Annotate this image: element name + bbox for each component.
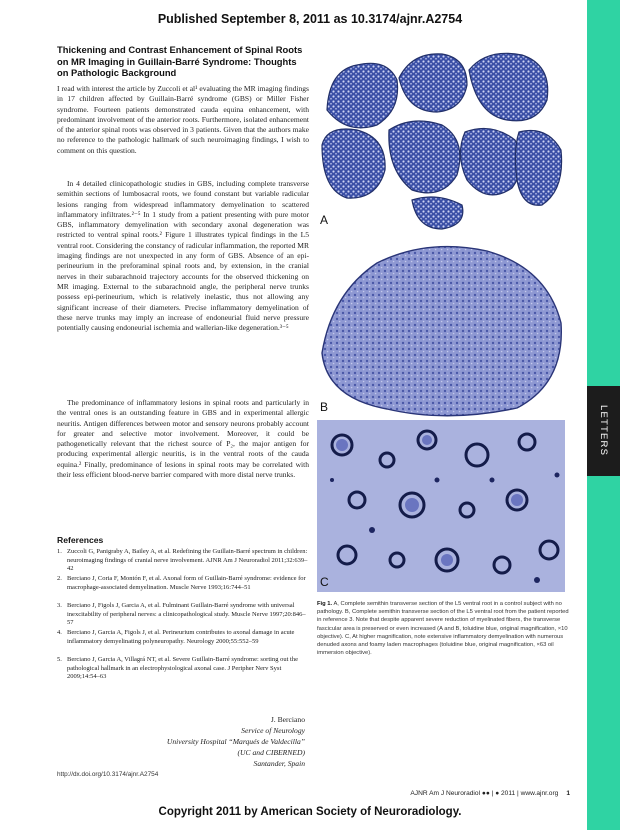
doi-link[interactable]: http://dx.doi.org/10.3174/ajnr.A2754 (57, 771, 159, 778)
published-banner: Published September 8, 2011 as 10.3174/ajnr.A2754 (157, 12, 463, 26)
panel-b-label: B (320, 400, 329, 414)
caption-text: A, Complete semithin transverse section of the L5 ventral root in a control subject with no pathology. B, Complete semithin transverse section of the L5 ventral root from the patient reported in reference 3. Note that despite apparent severe reduction of myelinated fibers, the transverse fascicular area is preserved or even increased (A and B, toluidine blue, original magnification, ×10 objective). C, At higher magnification, note extensive inflammatory demyelination with numerous denuded axons and foamy laden macrophages (toluidine blue, original magnification, ×63 oil immersion objective). (317, 601, 569, 657)
reference-text: Zuccoli G, Panigraby A, Bailey A, et al. Redefining the Guillain-Barré spectrum in children: neuroimaging findings of cranial nerve involvement. AJNR Am J Neuroradiol 2011;32:639–42 (67, 548, 308, 573)
journal-footer (330, 790, 570, 797)
caption-label: Fig 1. (317, 601, 333, 607)
figure-panel-a (317, 40, 565, 230)
letters-section-tab (587, 386, 620, 476)
reference-item: 1. Zuccoli G, Panigraby A, Bailey A, et al. Redefining the Guillain-Barré spectrum in children: neuroimaging findings of cranial nerve involvement. AJNR Am J Neuroradiol 2011;32:639–42 (57, 548, 308, 573)
copyright-banner: Copyright 2011 by American Society of Neuroradiology. (158, 806, 462, 818)
reference-text: Berciano J, Figols J, Garcia A, et al. Fulminant Guillain-Barré syndrome with universal inexcitability of peripheral nerves: a clinicopathological study. Muscle Nerve 1997;20:846–57 (67, 602, 306, 627)
page-number: 1 (566, 790, 570, 797)
article-title: Thickening and Contrast Enhancement of Spinal Roots on MR Imaging in Guillain-Barré Syndrome: Thoughts on Pathologic Background (57, 44, 303, 78)
author-service: Service of Neurology (241, 726, 305, 735)
body-paragraph-2: In 4 detailed clinicopathologic studies in GBS, including complete transverse semithin sections of lumbosacral roots, we found constant but variable radicular lesions ranging from widespread inflammatory demyelination to scattered inflammatory infiltrates.²⁻⁵ In 1 study from a patient presenting with pure motor GBS, inflammatory demyelination with secondary axonal degeneration was restricted to ventral spinal roots.² Figure 1 illustrates typical findings in the L5 ventral root. Considering the constancy of radicular inflammation, the reported MR imaging findings are not unexpected in any form of GBS. Absence of an epi-perineurium in the preforaminal spinal roots and, by extension, in the cranial nerves in their subarachnoid trajectory accounts for the observed thickening on MR imaging. External to the subarachnoid angle, the peripheral nerve trunks possess epi-perineurium, which is relatively inelastic, thus not allowing any significant increase of their diameters. Precise inflammatory demyelination of these nerve trunks may imply an increase of endoneurial fluid nerve pressure potentially causing endoneurial ischemia and wallerian-like degeneration.³⁻⁵ (57, 179, 309, 333)
author-hospital: University Hospital “Marqués de Valdecilla” (166, 737, 305, 746)
reference-item: 5. Berciano J, Garcia A, Villagrá NT, et al. Severe Guillain-Barré syndrome: sorting out the pathological hallmark in an electrophysiological axonal case. J Peripher Nerv Syst 2009;14:54–63 (57, 656, 298, 681)
body-paragraph-3: The predominance of inflammatory lesions in spinal roots and particularly in the ventral ones is an outstanding feature in GBS and in experimental allergic neuritis. Antigen differences between motor and sensory neurons probably account for greater and selective motor involvement. Moreover, it could be pathogenetically relevant that the richest source of P₂, the major antigen for producing experimental allergic neuritis, is in the ventral roots of the cauda equina.² Finally, predominance of lesions in spinal roots may be correlated with their less efficient blood-nerve barrier compared with more distal nerve trunks. (57, 398, 309, 480)
journal-footer-text: AJNR Am J Neuroradiol ●● | ● 2011 | www.ajnr.org (410, 790, 559, 797)
micrograph-b-image (317, 233, 565, 417)
reference-item: 3. Berciano J, Figols J, Garcia A, et al. Fulminant Guillain-Barré syndrome with universal inexcitability of peripheral nerves: a clinicopathological study. Muscle Nerve 1997;20:846–57 (57, 602, 306, 627)
figure-caption (317, 600, 572, 684)
figure-panel-b (317, 233, 565, 417)
author-unit: (UC and CIBERNED) (237, 748, 305, 757)
reference-text: Berciano J, Coria F, Montón F, et al. Axonal form of Guillain-Barré syndrome: evidence for macrophage-associated demyelination. Muscle Nerve 1993;16:744–51 (67, 575, 306, 591)
references-heading: References (57, 535, 104, 545)
micrograph-a-image (317, 40, 565, 230)
reference-item: 4. Berciano J, Garcia A, Figols J, et al. Perineurium contributes to axonal damage in acute inflammatory demyelinating polyneuropathy. Neurology 2000;55:552–59 (57, 629, 295, 645)
letters-tab-label: LETTERS (598, 405, 609, 457)
author-name: J. Berciano (270, 715, 305, 724)
body-paragraph-1: I read with interest the article by Zuccoli et al¹ evaluating the MR imaging findings in 17 children affected by Guillain-Barré syndrome (GBS) or Miller Fisher syndrome. Fourteen patients demonstrated cauda equina enhancement, with predominant involvement of the anterior roots. Furthermore, isolated enhancement of the anterior spinal roots was observed in 3 patients. Given that the authors make no reference to the pathologic hallmark of such neuroimaging findings, I wish to comment on this question. (57, 84, 309, 155)
panel-a-label: A (320, 213, 329, 227)
figure-panel-c (317, 420, 565, 592)
micrograph-c-image (317, 420, 565, 592)
references-list (57, 548, 309, 683)
reference-text: Berciano J, Garcia A, Figols J, et al. Perineurium contributes to axonal damage in acute inflammatory demyelinating polyneuropathy. Neurology 2000;55:552–59 (67, 629, 295, 645)
reference-text: Berciano J, Garcia A, Villagrá NT, et al. Severe Guillain-Barré syndrome: sorting out the pathological hallmark in an electrophysiological axonal case. J Peripher Nerv Syst 2009;14:54–63 (67, 656, 298, 681)
reference-item: 2. Berciano J, Coria F, Montón F, et al. Axonal form of Guillain-Barré syndrome: evidence for macrophage-associated demyelination. Muscle Nerve 1993;16:744–51 (57, 575, 306, 591)
author-city: Santander, Spain (253, 759, 305, 768)
panel-c-label: C (320, 575, 329, 589)
